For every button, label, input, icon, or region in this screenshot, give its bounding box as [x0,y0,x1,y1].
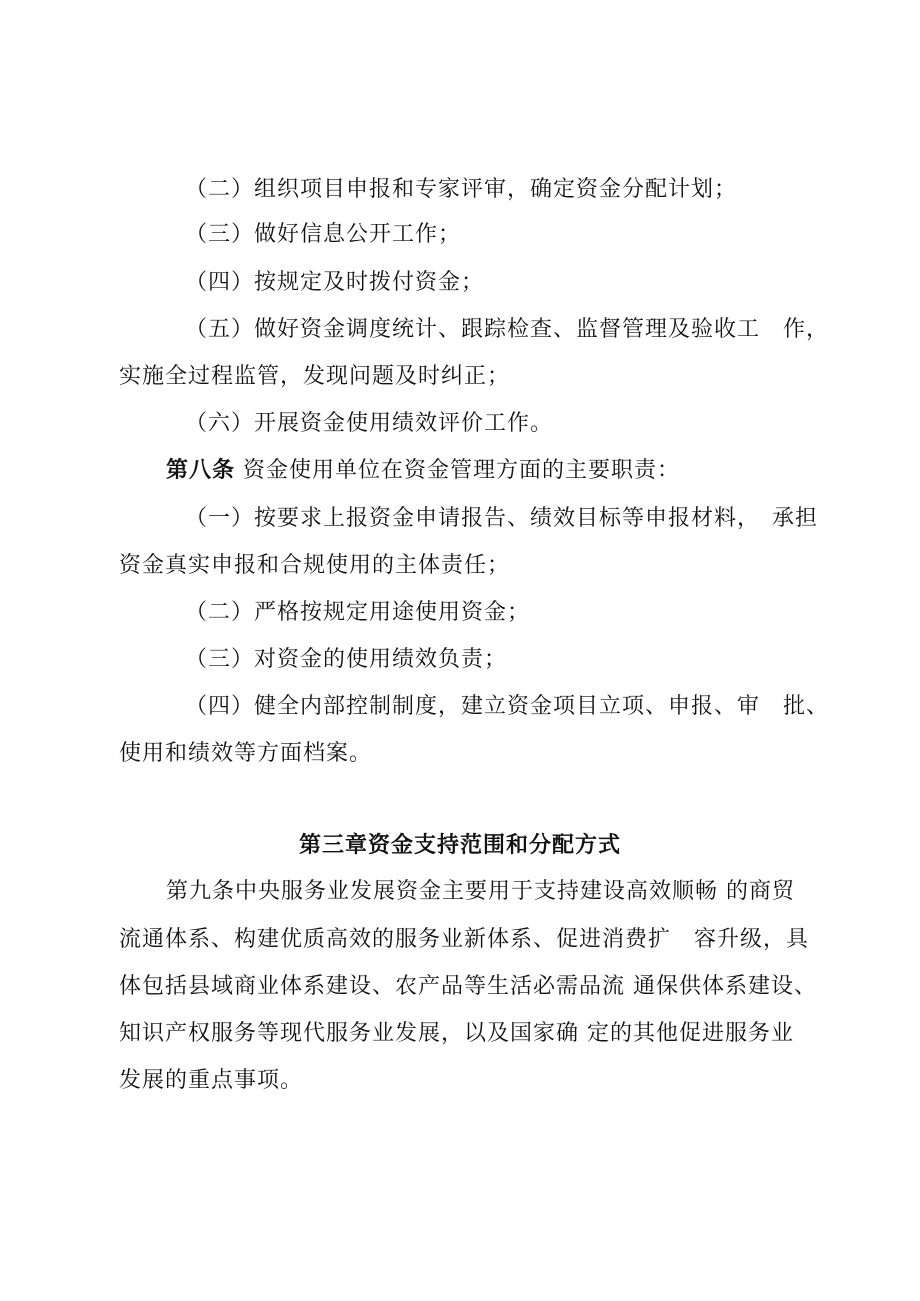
paragraph-line: 第九条中央服务业发展资金主要用于支持建设高效顺畅 的商贸 [166,879,795,904]
paragraph-line: 使用和绩效等方面档案。 [119,741,373,766]
paragraph-line: 知识产权服务等现代服务业发展，以及国家确 定的其他促进服务业 [119,1021,794,1046]
paragraph-line: 发展的重点事项。 [119,1068,304,1093]
paragraph-line: 流通体系、构建优质高效的服务业新体系、促进消费扩 容升级，具 [119,927,810,952]
article-8-text: 资金使用单位在资金管理方面的主要职责： [243,458,681,483]
paragraph-line: （二）严格按规定用途使用资金； [185,600,531,625]
paragraph-line: （四）健全内部控制制度，建立资金项目立项、申报、审 批、 [185,694,830,719]
paragraph-line: （六）开展资金使用绩效评价工作。 [185,411,554,436]
paragraph-line: （四）按规定及时拨付资金； [185,270,485,295]
paragraph-line: 体包括县域商业体系建设、农产品等生活必需品流 通保供体系建设、 [119,974,817,999]
paragraph-line: 实施全过程监管，发现问题及时纠正； [119,364,511,389]
paragraph-line: （一）按要求上报资金申请报告、绩效目标等申报材料， 承担 [185,506,819,531]
article-8-line [166,456,680,486]
paragraph-line: （三）做好信息公开工作； [185,222,462,247]
article-8-label: 第八条 [166,458,236,483]
paragraph-line: （三）对资金的使用绩效负责； [185,647,508,672]
paragraph-line: 资金真实申报和合规使用的主体责任； [119,553,511,578]
chapter-3-heading: 第三章资金支持范围和分配方式 [298,833,621,858]
paragraph-line: （二）组织项目申报和专家评审，确定资金分配计划； [185,177,738,202]
paragraph-line: （五）做好资金调度统计、跟踪检查、监督管理及验收工 作， [185,317,830,342]
